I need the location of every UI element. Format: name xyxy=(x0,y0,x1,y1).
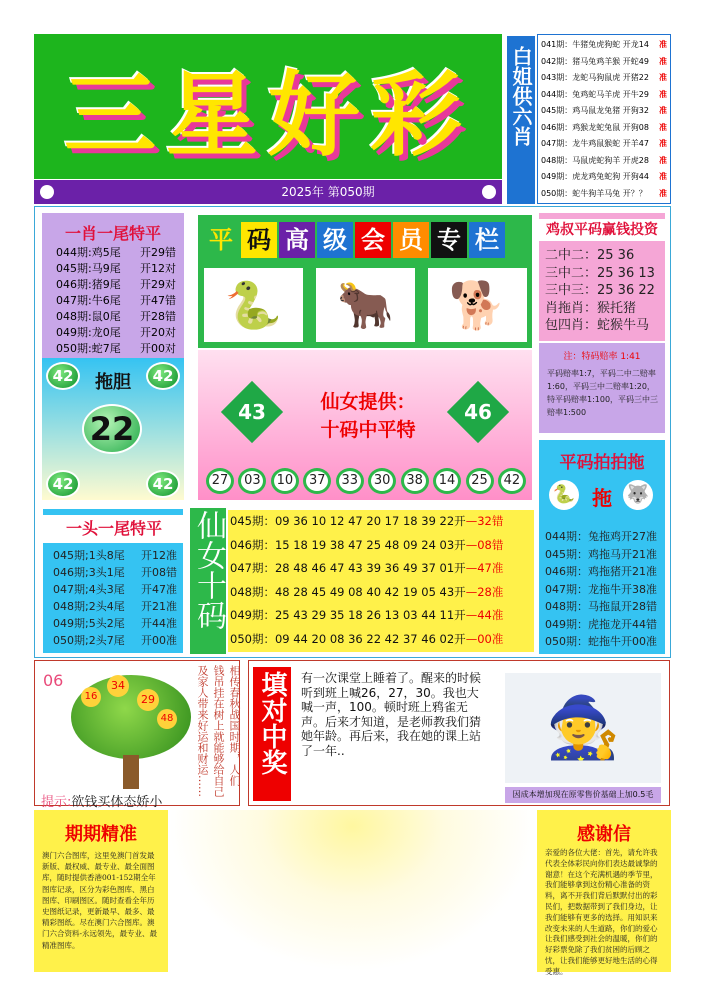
list-item: 046期：鸡拖猪开21准 xyxy=(545,565,657,578)
tuodan-panel xyxy=(42,358,184,500)
coin: 48 xyxy=(157,709,177,729)
tuodan-label: 拖胆 xyxy=(95,372,131,393)
row-text: 045期：鸡马鼠龙兔猪 开狗32 xyxy=(541,106,649,115)
list-item xyxy=(56,261,176,277)
row-result: 开29对 xyxy=(140,278,176,291)
row-result: 开44准 xyxy=(141,617,177,630)
list-item xyxy=(53,547,177,564)
accuracy-panel xyxy=(34,810,168,972)
list-item xyxy=(541,153,667,170)
tuo-label: 拖 xyxy=(592,486,612,510)
list-item xyxy=(541,87,667,104)
row-text: 041期：牛猪兔虎狗蛇 开龙14 xyxy=(541,40,649,49)
header-banner xyxy=(34,34,502,179)
story-text: 有一次课堂上睡着了。醒来的时候听到班上喊26，27，30。我也大喊一声，100。顿时班上鸦雀无声。后来才知道，是老师教我们猜她年龄。再后来，我在她的课上站了一年.. xyxy=(301,671,482,758)
list-item xyxy=(56,277,176,293)
coin: 29 xyxy=(137,689,159,711)
hit-badge: 准 xyxy=(659,73,667,82)
right-number: 46 xyxy=(464,400,492,424)
list-item xyxy=(541,54,667,71)
number-ball: 10 xyxy=(271,468,299,494)
hit-badge: 准 xyxy=(659,155,667,165)
head-tail-panel xyxy=(42,508,184,654)
verse-line: 及家人带来好运和财运…… xyxy=(196,665,209,797)
row-text: 043期：龙蛇马狗鼠虎 开猪22 xyxy=(541,73,649,82)
number-balls xyxy=(206,468,526,494)
corner-ball: 42 xyxy=(146,362,180,390)
title-char: 平 xyxy=(203,222,239,258)
issue-number: 2025年 第050期 xyxy=(281,185,375,199)
vip-column-title xyxy=(198,215,532,265)
list-item: 050期：蛇拖牛开00准 xyxy=(545,635,657,648)
fairy-ten-list xyxy=(228,510,534,652)
number-ball: 30 xyxy=(368,468,396,494)
number-ball: 37 xyxy=(303,468,331,494)
row-issue: 046期;3头1尾 xyxy=(53,566,125,579)
row-issue: 049期;5头2尾 xyxy=(53,617,125,630)
panel-title: 感谢信 xyxy=(577,824,631,845)
row-result: —28准 xyxy=(465,584,504,599)
title-char: 码 xyxy=(241,222,277,258)
six-zodiac-label xyxy=(507,36,535,204)
row-numbers: 049期：25 43 29 35 18 26 13 03 44 11开 xyxy=(230,608,466,622)
coin: 34 xyxy=(107,675,129,697)
wolf-icon: 🐺 xyxy=(623,480,653,510)
row-text: 048期：马鼠虎蛇狗羊 开虎28 xyxy=(541,155,649,165)
number-ball: 33 xyxy=(336,468,364,494)
odds-note xyxy=(539,343,665,433)
list-item: 048期：马拖鼠开28错 xyxy=(545,600,657,613)
panel-list xyxy=(545,528,657,651)
row-result: 开00对 xyxy=(140,342,176,355)
story-panel xyxy=(248,660,670,806)
row-result: —47准 xyxy=(465,561,504,575)
row-numbers: 048期：48 28 45 49 08 40 42 19 05 43开 xyxy=(230,584,466,599)
slogan-text: 十码中平特 xyxy=(320,419,416,441)
hit-badge: 准 xyxy=(659,172,667,181)
panel-title: 一头一尾特平 xyxy=(43,515,185,543)
corner-ball: 42 xyxy=(146,470,180,498)
row-result: 开21准 xyxy=(141,600,177,613)
fairy-text xyxy=(278,388,458,444)
row-issue: 050期:蛇7尾 xyxy=(56,342,121,355)
six-zodiac-label-text: 白姐供六肖 xyxy=(509,46,533,146)
list-item xyxy=(228,510,534,534)
list-item xyxy=(53,615,177,632)
hit-badge: 准 xyxy=(659,89,667,99)
list-item xyxy=(541,120,667,137)
row-text: 050期：蛇牛狗羊马兔 开？？ xyxy=(541,188,647,198)
list-item xyxy=(541,136,667,153)
number-ball: 14 xyxy=(433,468,461,494)
row-issue: 049期:龙0尾 xyxy=(56,326,121,339)
hit-badge: 准 xyxy=(659,188,667,198)
title-char: 栏 xyxy=(469,222,505,258)
list-item: 047期：龙拖牛开38准 xyxy=(545,582,657,596)
row-result: 开20对 xyxy=(140,326,176,339)
row-issue: 044期:鸡5尾 xyxy=(56,246,121,259)
row-issue: 050期;2头7尾 xyxy=(53,634,125,647)
list-item xyxy=(541,70,667,87)
tree-hint xyxy=(41,791,162,810)
center-ball: 22 xyxy=(82,404,142,454)
page-title: 三星好彩 xyxy=(63,61,472,169)
row-result: —32错 xyxy=(465,514,504,528)
fill-win-label xyxy=(253,667,291,801)
thanks-letter-panel xyxy=(537,810,671,976)
list-item xyxy=(53,632,177,649)
list-item xyxy=(56,325,176,341)
panel-text: 澳门六合图库，这里免澳门首发最新版、最权威、最专业、最全面图库，随时提供香港001-152期全年图库记录，区分为彩色图库、黑白图库、印刷图区。随时查看全年历史图纸记录，更新最早、最多、最精彩图纸。尽在澳门六合图库。澳门六合资料-永远领先，最专业、最精准图库。 xyxy=(42,851,158,950)
row-result: 开00准 xyxy=(141,634,177,647)
row-issue: 047期:牛6尾 xyxy=(56,294,121,307)
row-result: —08错 xyxy=(465,537,504,552)
jishu-panel xyxy=(539,213,665,341)
list-item: 三中三：25 36 22 xyxy=(545,283,655,298)
zodiac-animals xyxy=(198,260,532,348)
paituo-panel xyxy=(539,440,665,654)
odds-note-title: 注：特码赔率 1:41 xyxy=(563,352,641,362)
row-issue: 047期;4头3尾 xyxy=(53,583,125,596)
sage-illustration-icon: 🧙 xyxy=(505,673,661,783)
row-result: —00准 xyxy=(465,631,504,646)
corner-ball: 42 xyxy=(46,362,80,390)
row-text: 044期：兔鸡蛇马羊虎 开牛29 xyxy=(541,89,649,99)
row-result: 开47错 xyxy=(140,294,176,307)
row-result: —44准 xyxy=(465,608,504,622)
issue-bar xyxy=(34,180,502,204)
bottom-glow xyxy=(168,810,537,972)
list-item xyxy=(53,564,177,581)
list-item xyxy=(541,169,667,186)
ox-icon: 🐂 xyxy=(314,266,417,344)
list-item: 049期：虎拖龙开44错 xyxy=(545,617,657,631)
row-result: 开12准 xyxy=(141,549,177,562)
row-text: 042期：猪马兔鸡羊猴 开蛇49 xyxy=(541,56,649,66)
list-item xyxy=(53,598,177,615)
list-item xyxy=(56,245,176,261)
row-issue: 048期:鼠0尾 xyxy=(56,310,121,323)
row-text: 046期：鸡猴龙蛇兔鼠 开狗08 xyxy=(541,122,649,132)
row-issue: 048期;2头4尾 xyxy=(53,600,125,613)
verse-line: 钱吊挂在树上就能够给自己 xyxy=(212,665,225,797)
list-item: 044期：兔拖鸡开27准 xyxy=(545,530,657,543)
corner-ball: 42 xyxy=(46,470,80,498)
list-item: 包四肖：蛇猴牛马 xyxy=(545,318,650,333)
number-ball: 03 xyxy=(238,468,266,494)
number-ball: 27 xyxy=(206,468,234,494)
panel-title: 期期精准 xyxy=(65,824,137,845)
list-item xyxy=(541,103,667,120)
list-item xyxy=(56,341,176,357)
hint-label: 提示: xyxy=(41,795,72,810)
list-item: 045期：鸡拖马开21准 xyxy=(545,547,657,561)
list-item: 肖拖肖：猴托猪 xyxy=(545,300,637,316)
coin: 16 xyxy=(81,687,101,707)
fairy-panel xyxy=(198,350,532,500)
row-issue: 045期:马9尾 xyxy=(56,262,121,275)
list-item xyxy=(541,37,667,54)
row-result: 开47准 xyxy=(141,583,177,596)
six-zodiac-list xyxy=(537,34,671,204)
money-tree-panel xyxy=(34,660,241,810)
hit-badge: 准 xyxy=(659,40,667,49)
verse-line: 相传春秋战国时期，人们 xyxy=(228,665,241,786)
panel-list xyxy=(56,245,176,357)
list-item xyxy=(56,293,176,309)
list-item xyxy=(228,604,534,628)
number-ball: 42 xyxy=(498,468,526,494)
tree-number: 06 xyxy=(43,671,64,690)
hit-badge: 准 xyxy=(659,106,667,115)
fill-win-label-text: 填对中奖 xyxy=(257,671,287,775)
row-numbers: 047期：28 48 46 47 43 39 36 49 37 01开 xyxy=(230,561,466,575)
row-issue: 046期:猪9尾 xyxy=(56,278,121,291)
list-item xyxy=(228,557,534,581)
row-numbers: 050期：09 44 20 08 36 22 42 37 46 02开 xyxy=(230,631,466,646)
odds-note-text: 平码赔率1:7，平码二中二赔率1:60，平码三中二赔率1:20，特平码赔率1:100，平码三中三赔率1:500 xyxy=(547,369,659,417)
panel-text: 亲爱的各位大佬：首先，请允许我代表全体彩民向你们表达最诚挚的谢意！在这个充满机遇的季节里，我们能够拿到这份精心准备的资料，离不开我们背后默默付出的彩民们，把数据带到了我们身边，让我们能够有更多的选择。用知识来改变未来的人生道路，你们的爱心让我们感受到社会的温暖，你们的好彩票免除了我们贫困的后顾之忧，让我们能够更好地生活的心得受惠。 xyxy=(545,848,658,976)
row-numbers: 045期：09 36 10 12 47 20 17 18 39 22开 xyxy=(230,514,466,528)
number-ball: 25 xyxy=(466,468,494,494)
number-ball: 38 xyxy=(401,468,429,494)
panel-title: 平码拍拍拖 xyxy=(559,453,645,473)
panel-title: 鸡叔平码赢钱投资 xyxy=(539,219,665,241)
row-numbers: 046期：15 18 19 38 47 25 48 09 24 03开 xyxy=(230,537,466,552)
tree-trunk xyxy=(123,755,139,789)
list-item xyxy=(53,581,177,598)
fairy-ten-label-text: 仙女十码 xyxy=(191,510,226,630)
row-text: 047期：龙牛鸡鼠猴蛇 开羊47 xyxy=(541,139,649,148)
row-issue: 045期;1头8尾 xyxy=(53,549,125,562)
list-item xyxy=(541,186,667,203)
left-number: 43 xyxy=(238,400,266,424)
panel-list xyxy=(545,247,655,335)
title-char: 会 xyxy=(355,222,391,258)
panel-title: 一肖一尾特平 xyxy=(64,224,161,243)
list-item xyxy=(228,581,534,605)
hint-text: 欲钱买体态娇小 xyxy=(71,795,163,810)
list-item: 三中二：25 36 13 xyxy=(545,265,655,281)
list-item xyxy=(228,534,534,558)
bar-dot-right xyxy=(482,185,496,199)
title-char: 级 xyxy=(317,222,353,258)
row-result: 开08错 xyxy=(141,566,177,579)
list-item xyxy=(56,309,176,325)
list-item xyxy=(228,628,534,652)
provider-text: 仙女提供： xyxy=(320,391,416,413)
one-zodiac-panel xyxy=(42,213,184,358)
panel-list xyxy=(53,547,177,649)
title-char: 专 xyxy=(431,222,467,258)
row-result: 开28错 xyxy=(140,310,176,323)
dog-icon: 🐕 xyxy=(426,266,529,344)
hit-badge: 准 xyxy=(659,56,667,66)
title-char: 高 xyxy=(279,222,315,258)
row-result: 开29错 xyxy=(140,246,176,259)
row-text: 049期：虎龙鸡兔蛇狗 开狗44 xyxy=(541,172,649,181)
hit-badge: 准 xyxy=(659,139,667,148)
title-char: 员 xyxy=(393,222,429,258)
snake-icon: 🐍 xyxy=(549,480,579,510)
price-note: 因成本增加现在原零售价基础上加0.5毛 xyxy=(505,787,661,803)
fairy-ten-label xyxy=(190,508,226,654)
row-result: 开12对 xyxy=(140,262,176,275)
snake-icon: 🐍 xyxy=(202,266,305,344)
hit-badge: 准 xyxy=(659,122,667,132)
list-item: 二中二：25 36 xyxy=(545,248,635,263)
tree-verse xyxy=(193,661,241,807)
